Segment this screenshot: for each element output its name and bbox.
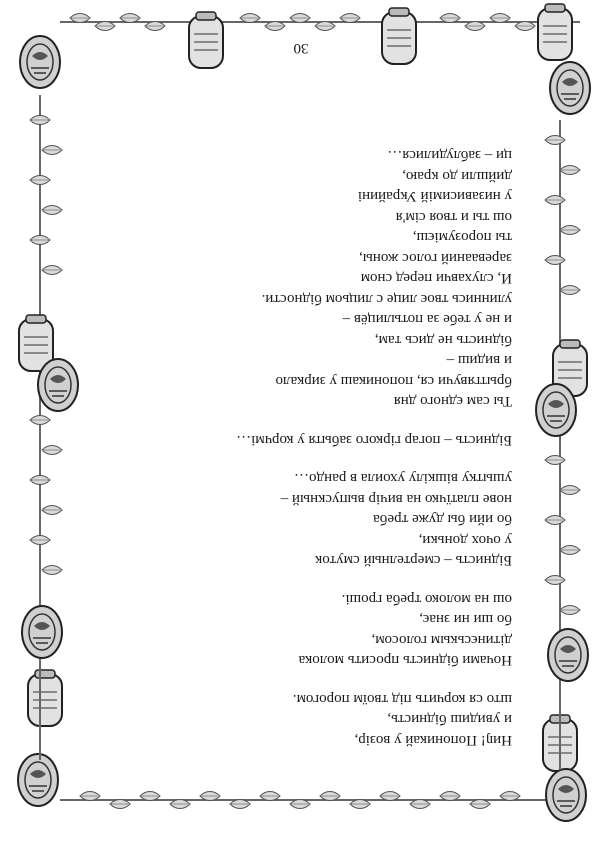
poem-line: ушытку вішкілу ухоила в рандо… — [294, 470, 512, 487]
poem-line: улиннись твоє лице с лицьом бідности. — [261, 291, 512, 307]
poem — [92, 127, 512, 750]
poem-line: брытгявучи ся, попоникаш у зиркало — [275, 373, 512, 389]
poem-line: И, слухавчи перед сном — [360, 270, 512, 287]
stanza — [92, 689, 512, 751]
poem-line: Ниŋ! Попоникай у возір, — [354, 732, 512, 748]
poem-line: заревааний голос жоны, — [359, 250, 512, 266]
poem-line: и не у тебе за потылицёв – — [342, 311, 512, 328]
poem-line: Ты сам єдного дня — [393, 393, 512, 410]
poem-line: што ся корчить під твоїм порогом. — [292, 691, 512, 707]
stanza — [92, 589, 512, 671]
stanza — [92, 430, 512, 451]
page-number: 30 — [293, 40, 309, 56]
poem-line: и увидиш біднисть, — [387, 711, 512, 728]
poem-line: Біднисть – погар гіркого забытя у корчмі… — [236, 432, 512, 448]
poem-line: ош на молоко треба гроші. — [341, 591, 512, 607]
poem-line: Біднисть – смертелный смуток — [314, 552, 512, 569]
poem-line: и видиш – — [446, 352, 512, 369]
poem-line: ци – заблудилися… — [387, 147, 512, 164]
poem-line: нове платїчко на вичір выпускный – — [280, 491, 512, 507]
poem-line: Ночами біднисть просить молока — [298, 652, 512, 669]
poem-line: у низависимій Украйині — [357, 188, 512, 205]
poem-line: бо ши ни знає, — [419, 611, 512, 628]
poem-line: ош ты и твоя сім'я — [395, 209, 512, 225]
poem-line: ты порозумієш, — [412, 229, 512, 246]
poem-line: біднисть не дись там, — [374, 332, 512, 348]
stanza — [92, 145, 512, 412]
stanza — [92, 468, 512, 571]
poem-line: бо ийи бы дуже треба — [373, 511, 512, 528]
poem-line: дийшли до краю, — [402, 168, 512, 184]
poem-line: дітинєськым голосом, — [371, 632, 512, 648]
poem-line: у очох доньки, — [418, 532, 512, 548]
